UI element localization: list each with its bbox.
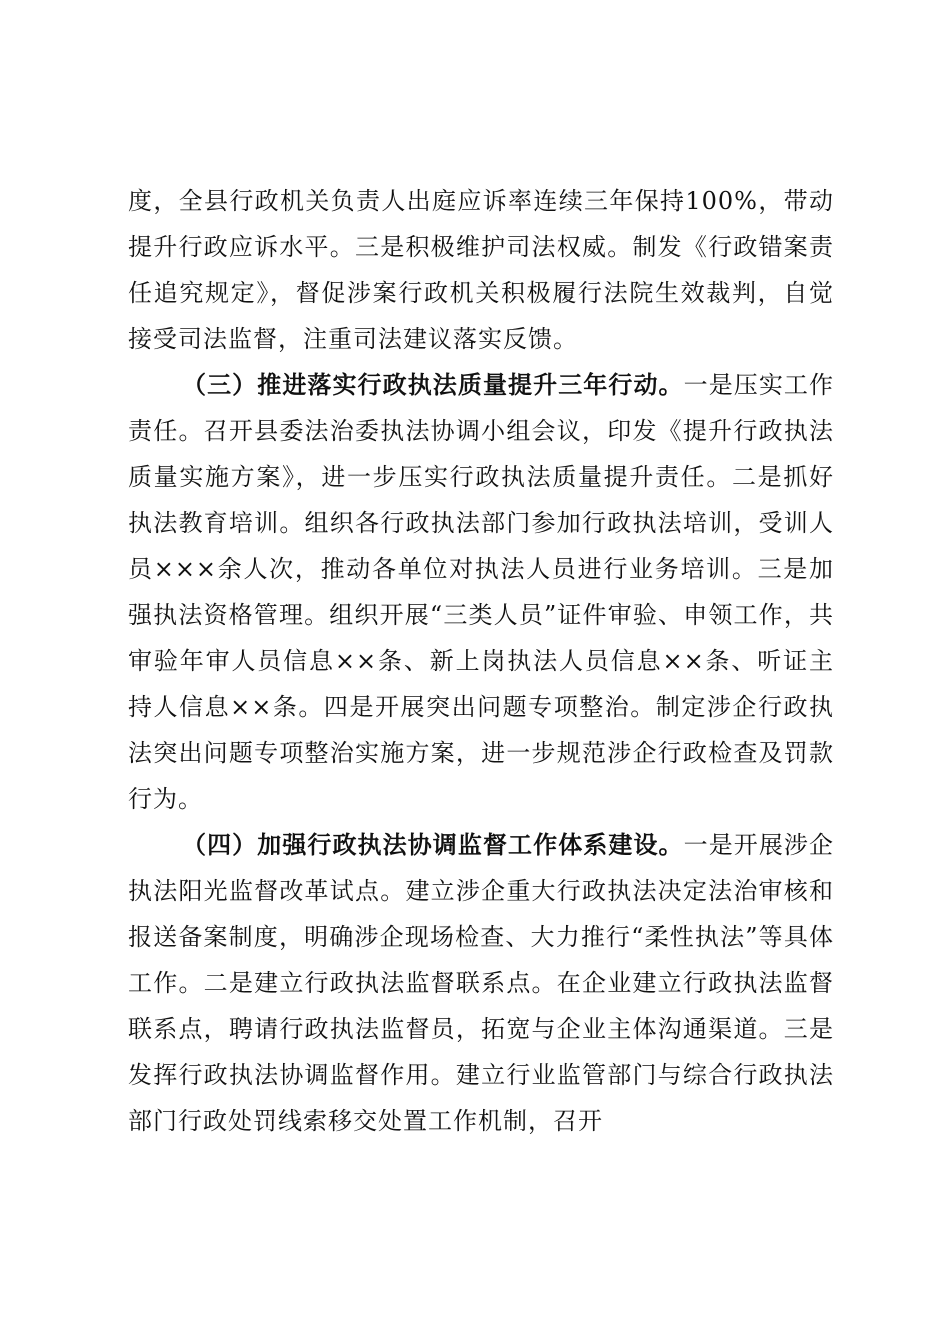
paragraph-text: 一是压实工作责任。召开县委法治委执法协调小组会议，印发《提升行政执法质量实施方案》，进一步压实行政执法质量提升责任。二是抓好执法教育培训。组织各行政执法部门参加行政执法培训，受训人员×××余人次，推动各单位对执法人员进行业务培训。三是加强执法资格管理。组织开展“三类人员”证件审验、申领工作，共审验年审人员信息××条、新上岗执法人员信息××条、听证主持人信息××条。四是开展突出问题专项整治。制定涉企行政执法突出问题专项整治实施方案，进一步规范涉企行政检查及罚款行为。 bbox=[128, 371, 835, 813]
paragraph-continued bbox=[128, 178, 834, 362]
paragraph-text: 度，全县行政机关负责人出庭应诉率连续三年保持100%，带动提升行政应诉水平。三是积极维护司法权威。制发《行政错案责任追究规定》，督促涉案行政机关积极履行法院生效裁判，自觉接受司法监督，注重司法建议落实反馈。 bbox=[128, 187, 834, 353]
paragraph-section-four bbox=[128, 822, 834, 1144]
section-heading: （三）推进落实行政执法质量提升三年行动。 bbox=[182, 370, 684, 399]
section-heading: （四）加强行政执法协调监督工作体系建设。 bbox=[182, 830, 684, 859]
paragraph-text: 一是开展涉企执法阳光监督改革试点。建立涉企重大行政执法决定法治审核和报送备案制度，明确涉企现场检查、大力推行“柔性执法”等具体工作。二是建立行政执法监督联系点。在企业建立行政执法监督联系点，聘请行政执法监督员，拓宽与企业主体沟通渠道。三是发挥行政执法协调监督作用。建立行业监管部门与综合行政执法部门行政处罚线索移交处置工作机制，召开 bbox=[128, 831, 835, 1135]
document-body bbox=[128, 178, 834, 1144]
paragraph-section-three bbox=[128, 362, 834, 822]
